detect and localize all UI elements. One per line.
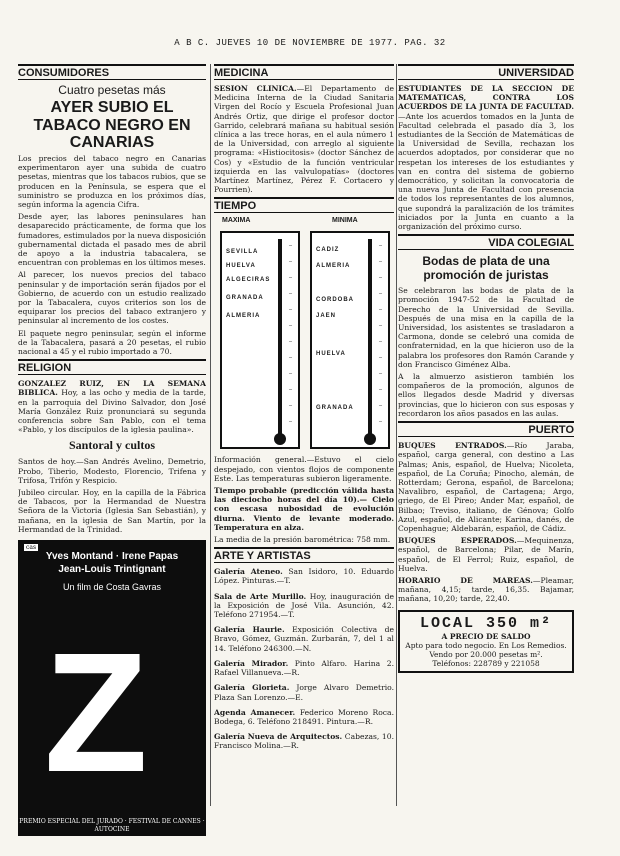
column-rule bbox=[210, 64, 211, 806]
city-label: CADIZ bbox=[316, 247, 340, 254]
section-tiempo: TIEMPO bbox=[214, 197, 394, 213]
gallery-item bbox=[214, 708, 394, 726]
film-advertisement bbox=[18, 540, 206, 836]
gallery-item bbox=[214, 683, 394, 701]
weather-pressure: La media de la presión barométrica: 758 mm. bbox=[214, 535, 391, 545]
thermometer-tick: — bbox=[288, 387, 292, 394]
gallery-text: Federico Moreno Roca. Bodega, 6. Teléfono 218491. Pintura.—R. bbox=[214, 707, 394, 726]
city-label: SEVILLA bbox=[226, 249, 259, 256]
weather-forecast: Tiempo probable (predicción válida hasta las dieciocho horas del día 10).— Cielo con escasa nubosidad de evolución diurna. Viento de levante moderado. Temperatura en alza. bbox=[214, 486, 394, 532]
thermometer-bulb bbox=[364, 433, 376, 445]
city-label: HUELVA bbox=[226, 263, 256, 270]
gallery-name: Galería Glorieta. bbox=[214, 683, 290, 693]
thermometer-tick: — bbox=[288, 371, 292, 378]
puerto-body: —Río Jaraba, español, carga general, con destino a Las Palmas; Anis, español, de Huelva; Nicoleta, español, de La Coruña; Pinocho, alemán, de Rotterdam; Gerona, español, de Barcelona; Navalibro, español, de Cartagena; Argo, griego, de El Pireo; Ander Mar, español, de Bilbao; Treviso, italiano, de Génova; Golfo Azul, español, de Alicante; Karina, danés, de Copenhague; Aldebarán, español, de Cádiz. bbox=[398, 441, 574, 533]
column-rule bbox=[396, 64, 397, 806]
universidad-body: —Ante los acuerdos tomados en la Junta de Facultad celebrada el pasado día 3, los estudiantes de la Sección de Matemáticas de la Universidad de Sevilla, rechazan los acuerdos adoptados, por considerar que no respetan los intereses de los estudiantes y van en contra del sistema de gobierno democrático, y solicitan la convocatoria de una nueva Junta de Facultad con presencia de todos los representantes de los alumnos, que supondrá la paralización de los trámites iniciados por la Junta en cuanto a la organización del próximo curso. bbox=[398, 111, 574, 232]
santoral-body: Santos de hoy.—San Andrés Avelino, Demetrio, Probo, Tiberio, Modesto, Florencio, Trifena y Trifosa, Trifón y Respicio. bbox=[18, 457, 206, 485]
column-universidad bbox=[398, 64, 574, 836]
thermometer-tick: — bbox=[378, 371, 382, 378]
thermometer-tick: — bbox=[288, 355, 292, 362]
thermometer-tick: — bbox=[288, 403, 292, 410]
city-label: HUELVA bbox=[316, 351, 346, 358]
puerto-lead: BUQUES ENTRADOS. bbox=[398, 441, 507, 451]
headline-kicker: Cuatro pesetas más bbox=[58, 83, 166, 97]
gallery-text: Jorge Alvaro Demetrio. Plaza San Lorenzo.—E. bbox=[214, 683, 394, 702]
puerto-mareas bbox=[398, 576, 574, 604]
gallery-text: Pinto Alfaro. Harina 2. Rafael Villanueva.—R. bbox=[214, 658, 394, 678]
thermometer-tick: — bbox=[288, 275, 292, 282]
gallery-text: Cabezas, 10. Francisco Molina.—R. bbox=[214, 732, 394, 751]
thermometer-tick: — bbox=[378, 403, 382, 410]
section-consumidores: CONSUMIDORES bbox=[18, 64, 206, 80]
medicina-lead: SESION CLINICA. bbox=[214, 84, 297, 93]
ad-film-credit: Un film de Costa Gavras bbox=[62, 582, 162, 593]
esperados-body: —Mequinenza, español, de Barcelona; Pilar, de Marín, español, de El Ferrol; Ruiz, español, de Huelva. bbox=[398, 536, 574, 573]
universidad-item bbox=[398, 84, 574, 231]
max-label: MAXIMA bbox=[222, 217, 251, 225]
ad-footer: PREMIO ESPECIAL DEL JURADO · FESTIVAL DE CANNES · AUTOCINE bbox=[19, 818, 205, 834]
thermometer-tick: — bbox=[288, 419, 292, 426]
mareas-lead: HORARIO DE MAREAS. bbox=[398, 575, 533, 585]
city-label: CORDOBA bbox=[316, 297, 354, 304]
section-arte: ARTE Y ARTISTAS bbox=[214, 547, 394, 563]
gallery-name: Galería Ateneo. bbox=[214, 567, 283, 577]
gallery-name: Sala de Arte Murillo. bbox=[214, 591, 307, 601]
thermometer-tick: — bbox=[288, 323, 292, 330]
city-label: GRANADA bbox=[226, 295, 264, 302]
section-puerto: PUERTO bbox=[398, 421, 574, 437]
religion-item bbox=[18, 379, 206, 434]
gallery-list bbox=[214, 567, 394, 750]
santoral-title: Santoral y cultos bbox=[68, 438, 155, 453]
gallery-item bbox=[214, 567, 394, 585]
religion-body: Hoy, a las ocho y media de la tarde, en la parroquia del Divino Salvador, don José María González Ruiz pronunciará su segunda conferencia sobre San Pablo, con el tema «Pablo, y los discípulos de la iglesia paulina». bbox=[18, 388, 206, 435]
thermometer-tick: — bbox=[378, 291, 382, 298]
thermometer-tick: — bbox=[378, 323, 382, 330]
mareas-body: —Pleamar, mañana, 4,15; tarde, 16,35. Bajamar, mañana, 10,20; tarde, 22,40. bbox=[398, 575, 574, 604]
gallery-item bbox=[214, 659, 394, 677]
medicina-item bbox=[214, 84, 394, 194]
thermometer-tick: — bbox=[378, 259, 382, 266]
thermometer-max bbox=[220, 231, 300, 449]
thermometer-tick: — bbox=[288, 307, 292, 314]
vida-title: Bodas de plata de una promoción de juristas bbox=[422, 254, 550, 283]
classified-ad-local bbox=[398, 610, 574, 673]
section-vida-colegial: VIDA COLEGIAL bbox=[398, 234, 574, 250]
city-label: JAEN bbox=[316, 313, 337, 320]
thermometer-tick: — bbox=[378, 275, 382, 282]
ad-title-letter: Z bbox=[44, 618, 148, 809]
ad-cast bbox=[18, 540, 206, 576]
local-phone: Teléfonos: 228789 y 221058 bbox=[432, 658, 540, 668]
article-paragraph: Desde ayer, las labores peninsulares han desaparecido prácticamente, de forma que los fumadores, estimulados por la nueva disposición gubernamental dictada el pasado mes de abril de apoyo a la industria tabacalera, se encuentran con problemas en los últimos meses. bbox=[18, 212, 206, 268]
jubileo-body: Jubileo circular. Hoy, en la capilla de la Fábrica de Tabacos, por la Hermandad de Nuestra Señora de la Victoria (Iglesia San Sebastián), y mañana, en la iglesia de San Martín, por la Hermandad de la Trinidad. bbox=[18, 488, 206, 534]
vida-paragraph: Se celebraron las bodas de plata de la promoción 1947-52 de la Facultad de Derecho de la Universidad de Sevilla. Después de una misa en la capilla de la Universidad, los asistentes se trasladaron a Carmona, donde se celebró una comida de confraternidad, en la que hicieron uso de la palabra los profesores don Ramón Carande y don Francisco Giménez Alba. bbox=[398, 286, 574, 369]
thermometer-tick: — bbox=[378, 307, 382, 314]
thermometer-tick: — bbox=[378, 419, 382, 426]
esperados-lead: BUQUES ESPERADOS. bbox=[398, 536, 517, 546]
religion-lead: GONZALEZ RUIZ, EN LA SEMANA BIBLICA. bbox=[18, 379, 206, 398]
thermometer-min bbox=[310, 231, 390, 449]
gallery-name: Agenda Amanecer. bbox=[214, 707, 296, 717]
puerto-entrados bbox=[398, 441, 574, 533]
local-title: LOCAL 350 m² bbox=[419, 614, 553, 632]
section-universidad: UNIVERSIDAD bbox=[398, 64, 574, 80]
thermometer-tube bbox=[278, 239, 282, 435]
ad-cast-line: Jean-Louis Trintignant bbox=[58, 564, 166, 576]
headline-tabaco: AYER SUBIO EL TABACO NEGRO EN CANARIAS bbox=[33, 99, 191, 152]
vida-paragraph: A la almuerzo asistieron también los compañeros de la promoción, algunos de ellos llegados desde Madrid y diversas provincias, que lo hicieron con sus esposas y recordaron los años pasados en las aulas. bbox=[398, 372, 574, 418]
thermometer-tick: — bbox=[378, 355, 382, 362]
gallery-name: Galería Haurie. bbox=[214, 625, 285, 635]
ad-cast-line: Yves Montand · Irene Papas bbox=[45, 551, 179, 563]
page-header: A B C. JUEVES 10 DE NOVIEMBRE DE 1977. PAG. 32 bbox=[174, 38, 446, 48]
local-text: Apto para todo negocio. En Los Remedios. Vendo por 20.000 pesetas m². bbox=[405, 640, 567, 659]
ad-corner-label: cas bbox=[26, 544, 37, 552]
city-label: ALMERIA bbox=[316, 263, 351, 270]
city-label: GRANADA bbox=[316, 405, 354, 412]
thermometer-tick: — bbox=[288, 259, 292, 266]
thermometer-tick: — bbox=[378, 339, 382, 346]
gallery-name: Galería Mirador. bbox=[214, 658, 289, 668]
thermometer-tick: — bbox=[378, 387, 382, 394]
medicina-body: —El Departamento de Medicina Interna de la Ciudad Sanitaria Virgen del Rocío y Escuela Profesional Juan Andrés Ortiz, que dirige el profesor doctor Garrido, celebrará mañana su habitual sesión clínica a las trece horas, en el aula número 1 de la Universidad, con arreglo al siguiente programa: «Histiocitosis» (doctor Sánchez de Cos) y «Estudio de la función ventricular izquierda en las valvulopatías» (doctores Martínez Martínez, Pérez F. Cortacero y Pourrien). bbox=[214, 84, 394, 195]
city-label: ALGECIRAS bbox=[226, 277, 271, 284]
local-subtitle: A PRECIO DE SALDO bbox=[441, 631, 531, 641]
gallery-name: Galería Nueva de Arquitectos. bbox=[214, 732, 343, 742]
city-label: ALMERIA bbox=[226, 313, 261, 320]
gallery-text: Exposición Colectiva de Bravo, Gómez, Guzmán. Zurbarán, 7, del 1 al 14. Teléfono 246300.—N. bbox=[214, 625, 394, 653]
thermometer-tick: — bbox=[288, 339, 292, 346]
gallery-item bbox=[214, 592, 394, 620]
article-paragraph: Al parecer, los nuevos precios del tabaco peninsular y de importación serán fijados por el Gobierno, de acuerdo con un estudio realizado por la Tabacalera, cuyos criterios son los de equiparar los precios del tabaco extranjero y peninsular al incremento de los costes. bbox=[18, 270, 206, 326]
gallery-text: Hoy, inauguración de la Exposición de José Vila. Asunción, 42. Teléfono 271954.—T. bbox=[214, 591, 394, 620]
thermometer-tick: — bbox=[378, 243, 382, 250]
column-medicina bbox=[214, 64, 394, 836]
thermometer-tube bbox=[368, 239, 372, 435]
thermometer-bulb bbox=[274, 433, 286, 445]
column-consumidores bbox=[18, 64, 206, 836]
article-paragraph: El paquete negro peninsular, según el informe de la Tabacalera, pasará a 20 pesetas, el rubio nacional a 45 y el rubio importado a 70. bbox=[18, 328, 206, 357]
section-medicina: MEDICINA bbox=[214, 64, 394, 80]
section-religion: RELIGION bbox=[18, 359, 206, 375]
weather-thermometers bbox=[214, 217, 394, 449]
gallery-item bbox=[214, 732, 394, 750]
puerto-esperados bbox=[398, 536, 574, 573]
article-paragraph: Los precios del tabaco negro en Canarias experimentaron ayer una subida de cuatro pesetas, mientras que los tabacos rubios, que se producen en la Península, se espera que el suministro se produzca en los próximos días, según informa la agencia Cifra. bbox=[18, 153, 206, 209]
thermometer-tick: — bbox=[288, 291, 292, 298]
weather-info: Información general.—Estuvo el cielo despejado, con vientos flojos de componente Este. Las temperaturas subieron ligeramente. bbox=[214, 455, 394, 483]
thermometer-tick: — bbox=[288, 243, 292, 250]
universidad-lead: ESTUDIANTES DE LA SECCION DE MATEMATICAS, CONTRA LOS ACUERDOS DE LA JUNTA DE FACULTAD. bbox=[398, 84, 574, 112]
min-label: MINIMA bbox=[332, 217, 358, 225]
gallery-text: San Isidoro, 10. Eduardo López. Pinturas.—T. bbox=[214, 567, 394, 586]
gallery-item bbox=[214, 625, 394, 653]
